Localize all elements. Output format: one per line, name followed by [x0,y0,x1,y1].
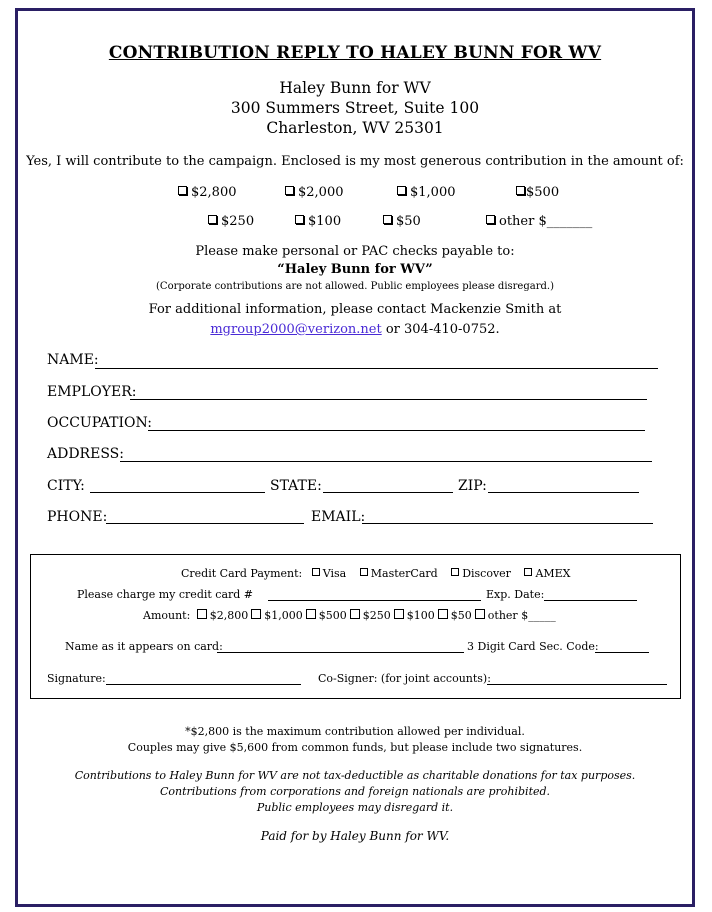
corporate-disclaimer: Contributions from corporations and foreign nationals are prohibited. [159,785,551,798]
checkbox-icon [475,609,485,619]
exp-date-label: Exp. Date: [486,588,545,601]
checkbox-icon [516,186,525,195]
zip-field[interactable] [488,492,639,493]
org-name: Haley Bunn for WV [279,79,431,97]
contact-phone: or 304-410-0752. [381,322,500,337]
card-option-mastercard[interactable]: MasterCard [360,567,438,580]
credit-card-label: Credit Card Payment: [181,567,303,580]
address-field[interactable] [120,461,652,462]
cosigner-label: Co-Signer: (for joint accounts): [318,672,491,685]
card-amount-2800[interactable]: $2,800 [194,609,249,622]
checkbox-icon [197,609,207,619]
checkbox-icon [312,568,320,576]
amount-option-250[interactable]: $250 [208,214,254,229]
paid-for-by: Paid for by Haley Bunn for WV. [260,829,450,843]
checkbox-icon [295,215,304,224]
checkbox-icon [486,215,495,224]
card-option-amex[interactable]: AMEX [524,567,570,580]
amount-option-1000[interactable]: $1,000 [397,185,456,200]
name-label: NAME: [47,352,99,368]
card-option-visa[interactable]: Visa [312,567,346,580]
contact-line [15,322,695,337]
org-street: 300 Summers Street, Suite 100 [230,99,480,117]
name-on-card-field[interactable] [217,652,464,653]
card-amount-100[interactable]: $100 [391,609,435,622]
employer-label: EMPLOYER: [47,384,137,400]
form-title: CONTRIBUTION REPLY TO HALEY BUNN FOR WV [108,43,602,63]
state-field[interactable] [323,492,453,493]
card-amount-other[interactable]: other $_____ [472,609,556,622]
card-number-field[interactable] [268,600,481,601]
sec-code-field[interactable] [595,652,649,653]
card-amount-50[interactable]: $50 [435,609,472,622]
address-label: ADDRESS: [47,446,124,462]
max-contribution-note: *$2,800 is the maximum contribution allowed per individual. [185,725,525,738]
amount-option-100[interactable]: $100 [295,214,341,229]
contact-email-link[interactable]: mgroup2000@verizon.net [210,322,382,337]
checkbox-icon [251,609,261,619]
city-label: CITY: [47,478,85,494]
phone-field[interactable] [106,523,304,524]
zip-label: ZIP: [458,478,487,494]
amount-option-2800[interactable]: $2,800 [178,185,237,200]
card-amount-250[interactable]: $250 [347,609,391,622]
state-label: STATE: [270,478,322,494]
checkbox-icon [394,609,404,619]
checkbox-icon [350,609,360,619]
card-amount-500[interactable]: $500 [303,609,347,622]
credit-card-payment-row [181,567,571,580]
payee-name: “Haley Bunn for WV” [277,262,433,277]
checks-payable-text: Please make personal or PAC checks payable to: [195,244,515,259]
card-number-label: Please charge my credit card # [77,588,254,601]
amount-option-2000[interactable]: $2,000 [285,185,344,200]
contact-text: For additional information, please contact Mackenzie Smith at [148,302,562,317]
sec-code-label: 3 Digit Card Sec. Code: [467,640,599,653]
checkbox-icon [524,568,532,576]
pledge-text: Yes, I will contribute to the campaign. Enclosed is my most generous contribution in the amount of: [26,154,684,169]
checkbox-icon [451,568,459,576]
signature-field[interactable] [106,684,301,685]
name-on-card-label: Name as it appears on card: [65,640,223,653]
tax-disclaimer: Contributions to Haley Bunn for WV are not tax-deductible as charitable donations for tax purposes. [74,769,636,782]
card-amount-row [143,609,556,622]
email-field[interactable] [362,523,653,524]
checkbox-icon [178,186,187,195]
amount-option-500[interactable]: $500 [516,185,559,200]
checkbox-icon [360,568,368,576]
public-employee-note: Public employees may disregard it. [256,801,454,814]
email-label: EMAIL: [311,509,366,525]
signature-label: Signature: [47,672,106,685]
org-city: Charleston, WV 25301 [266,119,444,137]
employer-field[interactable] [130,399,647,400]
occupation-field[interactable] [148,430,645,431]
name-field[interactable] [95,368,658,369]
occupation-label: OCCUPATION: [47,415,152,431]
amount-option-50[interactable]: $50 [383,214,421,229]
exp-date-field[interactable] [544,600,637,601]
checkbox-icon [306,609,316,619]
amount-option-other[interactable]: other $_______ [486,214,592,229]
couples-note: Couples may give $5,600 from common funds, but please include two signatures. [127,741,583,754]
checkbox-icon [397,186,406,195]
cosigner-field[interactable] [487,684,667,685]
checkbox-icon [438,609,448,619]
amount-label: Amount: [143,609,191,622]
checkbox-icon [383,215,392,224]
checkbox-icon [285,186,294,195]
corporate-note: (Corporate contributions are not allowed. Public employees please disregard.) [156,281,554,292]
city-field[interactable] [90,492,265,493]
phone-label: PHONE: [47,509,108,525]
card-amount-1000[interactable]: $1,000 [248,609,303,622]
checkbox-icon [208,215,217,224]
card-option-discover[interactable]: Discover [451,567,511,580]
